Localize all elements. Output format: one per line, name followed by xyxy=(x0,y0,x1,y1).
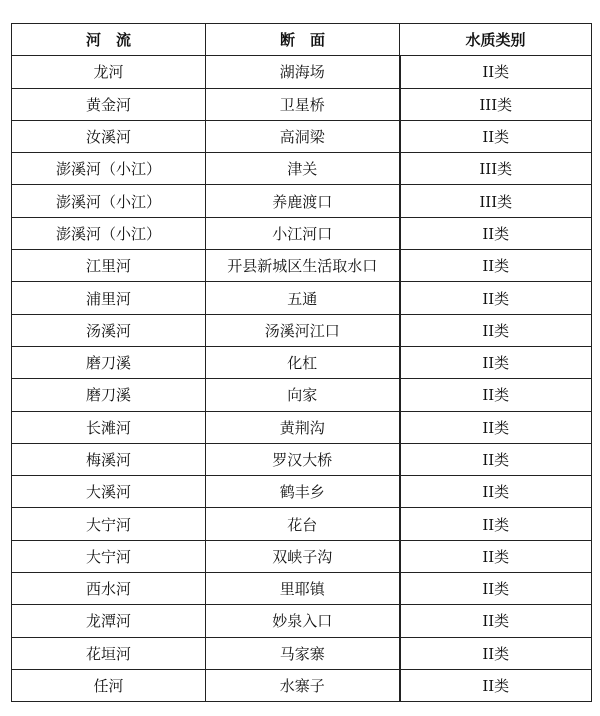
section-cell: 卫星桥 xyxy=(206,88,400,120)
header-section: 断 面 xyxy=(206,24,400,56)
water-quality-cell: II类 xyxy=(400,476,592,508)
river-cell: 西水河 xyxy=(12,573,206,605)
section-cell: 向家 xyxy=(206,379,400,411)
river-cell: 龙河 xyxy=(12,56,206,88)
table-row xyxy=(12,637,592,669)
water-quality-cell: II类 xyxy=(400,120,592,152)
table-row xyxy=(12,250,592,282)
header-river: 河 流 xyxy=(12,24,206,56)
water-quality-cell: II类 xyxy=(400,540,592,572)
section-cell: 湖海场 xyxy=(206,56,400,88)
section-cell: 罗汉大桥 xyxy=(206,443,400,475)
table-row xyxy=(12,153,592,185)
section-cell: 养鹿渡口 xyxy=(206,185,400,217)
river-cell: 黄金河 xyxy=(12,88,206,120)
water-quality-cell: II类 xyxy=(400,443,592,475)
water-quality-cell: II类 xyxy=(400,508,592,540)
section-cell: 妙泉入口 xyxy=(206,605,400,637)
table-row xyxy=(12,540,592,572)
river-cell: 梅溪河 xyxy=(12,443,206,475)
table-row xyxy=(12,185,592,217)
river-cell: 龙潭河 xyxy=(12,605,206,637)
section-cell: 汤溪河江口 xyxy=(206,314,400,346)
table-row xyxy=(12,120,592,152)
table-row xyxy=(12,669,592,701)
table-row xyxy=(12,346,592,378)
header-row xyxy=(12,24,592,56)
section-cell: 高洞梁 xyxy=(206,120,400,152)
table-row xyxy=(12,88,592,120)
water-quality-cell: III类 xyxy=(400,185,592,217)
table-row xyxy=(12,443,592,475)
river-cell: 磨刀溪 xyxy=(12,346,206,378)
water-quality-table xyxy=(11,23,592,702)
water-quality-cell: II类 xyxy=(400,411,592,443)
water-quality-cell: II类 xyxy=(400,250,592,282)
water-quality-cell: II类 xyxy=(400,282,592,314)
section-cell: 双峡子沟 xyxy=(206,540,400,572)
river-cell: 大宁河 xyxy=(12,540,206,572)
river-cell: 磨刀溪 xyxy=(12,379,206,411)
water-quality-cell: II类 xyxy=(400,669,592,701)
section-cell: 花台 xyxy=(206,508,400,540)
water-quality-cell: II类 xyxy=(400,637,592,669)
section-cell: 开县新城区生活取水口 xyxy=(206,250,400,282)
river-cell: 江里河 xyxy=(12,250,206,282)
section-cell: 化杠 xyxy=(206,346,400,378)
section-cell: 小江河口 xyxy=(206,217,400,249)
water-quality-cell: II类 xyxy=(400,573,592,605)
river-cell: 汤溪河 xyxy=(12,314,206,346)
section-cell: 水寨子 xyxy=(206,669,400,701)
water-quality-cell: III类 xyxy=(400,153,592,185)
river-cell: 花垣河 xyxy=(12,637,206,669)
river-cell: 长滩河 xyxy=(12,411,206,443)
water-quality-cell: II类 xyxy=(400,56,592,88)
water-quality-cell: II类 xyxy=(400,379,592,411)
table-row xyxy=(12,411,592,443)
table-row xyxy=(12,282,592,314)
water-quality-cell: II类 xyxy=(400,217,592,249)
river-cell: 浦里河 xyxy=(12,282,206,314)
table-row xyxy=(12,56,592,88)
table-row xyxy=(12,573,592,605)
river-cell: 大宁河 xyxy=(12,508,206,540)
river-cell: 澎溪河（小江） xyxy=(12,185,206,217)
header-water-quality: 水质类别 xyxy=(400,24,592,56)
table-row xyxy=(12,508,592,540)
section-cell: 五通 xyxy=(206,282,400,314)
section-cell: 鹤丰乡 xyxy=(206,476,400,508)
water-quality-cell: II类 xyxy=(400,605,592,637)
river-cell: 澎溪河（小江） xyxy=(12,153,206,185)
section-cell: 黄荆沟 xyxy=(206,411,400,443)
water-quality-cell: III类 xyxy=(400,88,592,120)
table-row xyxy=(12,314,592,346)
water-quality-cell: II类 xyxy=(400,314,592,346)
table-row xyxy=(12,217,592,249)
river-cell: 大溪河 xyxy=(12,476,206,508)
section-cell: 里耶镇 xyxy=(206,573,400,605)
section-cell: 津关 xyxy=(206,153,400,185)
table-row xyxy=(12,605,592,637)
water-quality-cell: II类 xyxy=(400,346,592,378)
river-cell: 任河 xyxy=(12,669,206,701)
table-row xyxy=(12,476,592,508)
table-row xyxy=(12,379,592,411)
river-cell: 汝溪河 xyxy=(12,120,206,152)
section-cell: 马家寨 xyxy=(206,637,400,669)
river-cell: 澎溪河（小江） xyxy=(12,217,206,249)
